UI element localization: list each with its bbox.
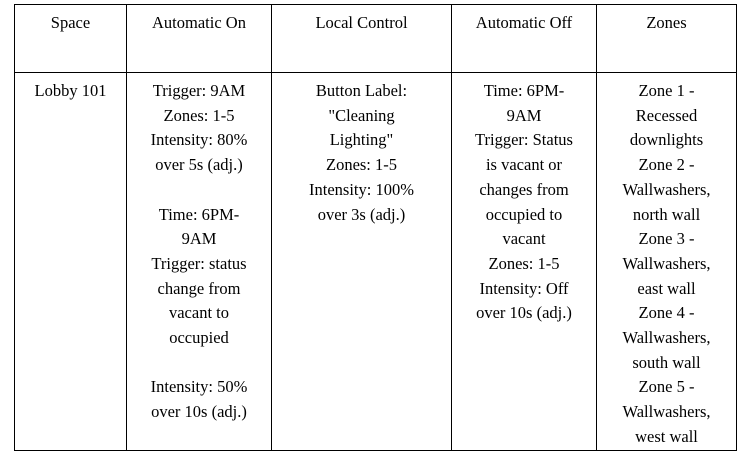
cell-line: north wall [632, 204, 701, 224]
cell-line: occupied to [485, 204, 563, 224]
cell-automatic-off [452, 73, 597, 451]
cell-line: over 10s (adj.) [476, 303, 572, 323]
cell-line: Time: 6PM- [158, 204, 240, 224]
cell-line: Trigger: status [151, 253, 247, 273]
cell-line: downlights [629, 130, 704, 150]
cell-line: Intensity: 50% [150, 377, 248, 397]
cell-line: Zones: 1-5 [488, 253, 560, 273]
cell-line: Trigger: Status [475, 130, 573, 150]
cell-local-control-text [276, 79, 447, 227]
cell-line: Intensity: 100% [309, 179, 414, 199]
cell-line: Zone 3 - [638, 229, 695, 249]
cell-line: changes from [479, 179, 569, 199]
cell-line: "Cleaning [328, 105, 395, 125]
cell-line: Zone 4 - [638, 303, 695, 323]
cell-line: 9AM [181, 229, 217, 249]
header-zones: Zones [597, 5, 737, 73]
cell-line: Zone 1 - [638, 81, 695, 100]
cell-line: 9AM [506, 105, 542, 125]
cell-line: over 10s (adj.) [151, 402, 247, 422]
cell-zones-text [601, 79, 732, 450]
cell-line: Zone 5 - [638, 377, 695, 397]
header-space: Space [15, 5, 127, 73]
cell-zones [597, 73, 737, 451]
cell-line: Zone 2 - [638, 155, 695, 175]
cell-line: Recessed [635, 105, 698, 125]
cell-automatic-on-text [131, 79, 267, 425]
cell-line: Wallwashers, [622, 253, 711, 273]
cell-automatic-on [127, 73, 272, 451]
cell-line: over 5s (adj.) [155, 155, 243, 175]
cell-line: over 3s (adj.) [317, 204, 406, 224]
cell-line: Time: 6PM- [483, 81, 565, 100]
cell-line: east wall [637, 278, 696, 298]
lighting-sequence-table [14, 4, 737, 451]
header-local-control: Local Control [272, 5, 452, 73]
cell-line: Wallwashers, [622, 179, 711, 199]
cell-line: change from [157, 278, 241, 298]
cell-line: occupied [169, 328, 229, 348]
cell-space [15, 73, 127, 451]
cell-line: Lighting" [329, 130, 394, 150]
cell-line: south wall [632, 352, 701, 372]
cell-line: Zones: 1-5 [325, 155, 398, 175]
cell-line: Wallwashers, [622, 402, 711, 422]
cell-line: vacant to [168, 303, 229, 323]
table-row [15, 73, 737, 451]
cell-automatic-off-text [456, 79, 592, 326]
header-automatic-off: Automatic Off [452, 5, 597, 73]
cell-local-control [272, 73, 452, 451]
cell-line: Button Label: [315, 81, 408, 100]
cell-line: west wall [635, 426, 698, 446]
line-gap [131, 178, 267, 203]
cell-line: Lobby 101 [34, 81, 107, 100]
cell-line: is vacant or [485, 155, 563, 175]
line-gap [131, 351, 267, 376]
cell-line: Trigger: 9AM [152, 81, 246, 100]
table-header-row [15, 5, 737, 73]
cell-line: Intensity: 80% [150, 130, 248, 150]
cell-line: vacant [502, 229, 546, 249]
cell-line: Intensity: Off [479, 278, 569, 298]
header-automatic-on: Automatic On [127, 5, 272, 73]
cell-space-text [19, 79, 122, 104]
cell-line: Wallwashers, [622, 328, 711, 348]
cell-line: Zones: 1-5 [163, 105, 235, 125]
